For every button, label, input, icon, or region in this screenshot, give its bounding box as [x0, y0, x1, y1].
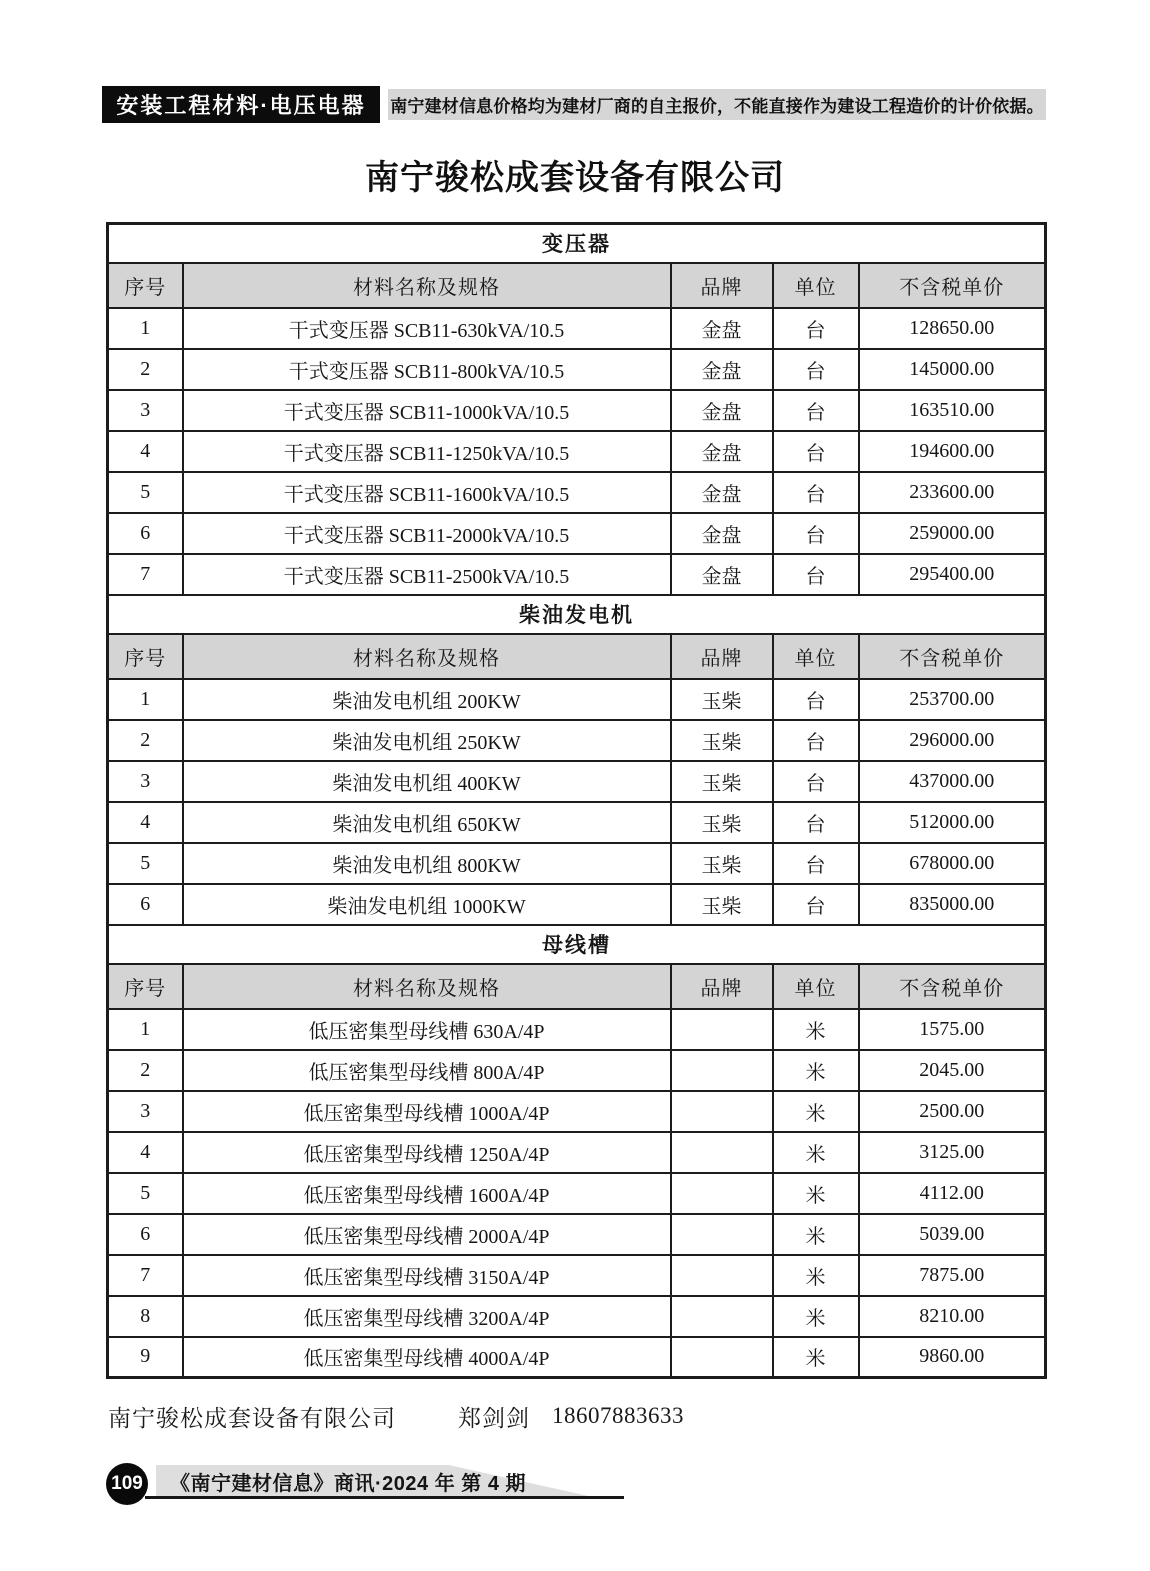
page-title: 南宁骏松成套设备有限公司	[365, 160, 785, 197]
category-badge-label: 安装工程材料·电压电器	[116, 93, 366, 118]
unit-cell: 米	[773, 1255, 859, 1296]
table-row	[108, 1296, 1046, 1337]
material-cell: 柴油发电机组 800KW	[183, 843, 671, 884]
price-cell: 4112.00	[859, 1173, 1046, 1214]
contact-phone: 18607883633	[552, 1403, 684, 1428]
section-title: 母线槽	[108, 925, 1046, 964]
unit-cell: 米	[773, 1214, 859, 1255]
unit-cell: 台	[773, 554, 859, 595]
column-header: 不含税单价	[859, 263, 1046, 308]
price-cell: 9860.00	[859, 1337, 1046, 1378]
serial-cell: 9	[108, 1337, 183, 1378]
material-cell: 低压密集型母线槽 4000A/4P	[183, 1337, 671, 1378]
unit-cell: 台	[773, 431, 859, 472]
unit-cell: 米	[773, 1296, 859, 1337]
unit-cell: 台	[773, 761, 859, 802]
column-header: 单位	[773, 964, 859, 1009]
column-header: 序号	[108, 964, 183, 1009]
material-cell: 柴油发电机组 200KW	[183, 679, 671, 720]
unit-cell: 台	[773, 513, 859, 554]
price-cell: 512000.00	[859, 802, 1046, 843]
table-row	[108, 720, 1046, 761]
price-cell: 2045.00	[859, 1050, 1046, 1091]
column-header-row	[108, 964, 1046, 1009]
column-header: 材料名称及规格	[183, 964, 671, 1009]
material-cell: 干式变压器 SCB11-1250kVA/10.5	[183, 431, 671, 472]
table-row	[108, 884, 1046, 925]
section-title: 柴油发电机	[108, 595, 1046, 634]
table-row	[108, 390, 1046, 431]
price-cell: 1575.00	[859, 1009, 1046, 1050]
price-cell: 295400.00	[859, 554, 1046, 595]
section-band-row	[108, 224, 1046, 263]
brand-cell	[671, 1173, 773, 1214]
serial-cell: 2	[108, 1050, 183, 1091]
unit-cell: 米	[773, 1091, 859, 1132]
contact-company: 南宁骏松成套设备有限公司	[108, 1405, 396, 1431]
brand-cell: 金盘	[671, 431, 773, 472]
table-row	[108, 308, 1046, 349]
table-row	[108, 843, 1046, 884]
price-cell: 253700.00	[859, 679, 1046, 720]
table-row	[108, 679, 1046, 720]
serial-cell: 8	[108, 1296, 183, 1337]
price-cell: 194600.00	[859, 431, 1046, 472]
serial-cell: 1	[108, 308, 183, 349]
serial-cell: 7	[108, 1255, 183, 1296]
serial-cell: 3	[108, 761, 183, 802]
price-cell: 128650.00	[859, 308, 1046, 349]
unit-cell: 台	[773, 308, 859, 349]
publication-info: 《南宁建材信息》商讯·2024 年 第 4 期	[170, 1472, 527, 1495]
column-header: 序号	[108, 634, 183, 679]
column-header: 品牌	[671, 964, 773, 1009]
serial-cell: 7	[108, 554, 183, 595]
table-row	[108, 1337, 1046, 1378]
material-cell: 干式变压器 SCB11-2500kVA/10.5	[183, 554, 671, 595]
brand-cell: 金盘	[671, 390, 773, 431]
unit-cell: 台	[773, 802, 859, 843]
column-header: 序号	[108, 263, 183, 308]
brand-cell: 玉柴	[671, 884, 773, 925]
brand-cell: 金盘	[671, 554, 773, 595]
serial-cell: 1	[108, 1009, 183, 1050]
serial-cell: 6	[108, 513, 183, 554]
table-row	[108, 1009, 1046, 1050]
column-header: 品牌	[671, 263, 773, 308]
material-cell: 低压密集型母线槽 1250A/4P	[183, 1132, 671, 1173]
section-title: 变压器	[108, 224, 1046, 263]
material-cell: 低压密集型母线槽 3150A/4P	[183, 1255, 671, 1296]
column-header-row	[108, 634, 1046, 679]
price-cell: 678000.00	[859, 843, 1046, 884]
unit-cell: 米	[773, 1009, 859, 1050]
unit-cell: 台	[773, 843, 859, 884]
unit-cell: 台	[773, 679, 859, 720]
page-number-badge	[106, 1463, 148, 1505]
serial-cell: 2	[108, 720, 183, 761]
table-row	[108, 1173, 1046, 1214]
section-band-row	[108, 595, 1046, 634]
category-badge	[102, 86, 380, 123]
unit-cell: 米	[773, 1337, 859, 1378]
table-row	[108, 761, 1046, 802]
unit-cell: 台	[773, 349, 859, 390]
section-band-row	[108, 925, 1046, 964]
price-cell: 145000.00	[859, 349, 1046, 390]
price-cell: 163510.00	[859, 390, 1046, 431]
price-cell: 835000.00	[859, 884, 1046, 925]
material-cell: 干式变压器 SCB11-2000kVA/10.5	[183, 513, 671, 554]
unit-cell: 米	[773, 1173, 859, 1214]
material-cell: 柴油发电机组 1000KW	[183, 884, 671, 925]
contact-line	[108, 1398, 1048, 1434]
price-cell: 3125.00	[859, 1132, 1046, 1173]
material-cell: 干式变压器 SCB11-1000kVA/10.5	[183, 390, 671, 431]
material-cell: 低压密集型母线槽 1600A/4P	[183, 1173, 671, 1214]
serial-cell: 6	[108, 884, 183, 925]
brand-cell: 金盘	[671, 308, 773, 349]
column-header: 不含税单价	[859, 964, 1046, 1009]
table-row	[108, 349, 1046, 390]
brand-cell: 玉柴	[671, 761, 773, 802]
column-header: 材料名称及规格	[183, 263, 671, 308]
serial-cell: 4	[108, 1132, 183, 1173]
serial-cell: 5	[108, 1173, 183, 1214]
unit-cell: 米	[773, 1050, 859, 1091]
table-row	[108, 472, 1046, 513]
price-cell: 5039.00	[859, 1214, 1046, 1255]
material-cell: 干式变压器 SCB11-1600kVA/10.5	[183, 472, 671, 513]
price-cell: 233600.00	[859, 472, 1046, 513]
material-cell: 低压密集型母线槽 3200A/4P	[183, 1296, 671, 1337]
serial-cell: 2	[108, 349, 183, 390]
serial-cell: 5	[108, 472, 183, 513]
column-header: 材料名称及规格	[183, 634, 671, 679]
table-row	[108, 1091, 1046, 1132]
brand-cell	[671, 1214, 773, 1255]
price-cell: 7875.00	[859, 1255, 1046, 1296]
brand-cell: 玉柴	[671, 720, 773, 761]
serial-cell: 3	[108, 1091, 183, 1132]
price-cell: 8210.00	[859, 1296, 1046, 1337]
price-cell: 437000.00	[859, 761, 1046, 802]
price-cell: 296000.00	[859, 720, 1046, 761]
brand-cell: 金盘	[671, 513, 773, 554]
unit-cell: 台	[773, 720, 859, 761]
brand-cell	[671, 1255, 773, 1296]
table-row	[108, 554, 1046, 595]
brand-cell	[671, 1050, 773, 1091]
brand-cell: 玉柴	[671, 679, 773, 720]
unit-cell: 台	[773, 390, 859, 431]
brand-cell	[671, 1132, 773, 1173]
table-row	[108, 1255, 1046, 1296]
column-header: 品牌	[671, 634, 773, 679]
material-cell: 低压密集型母线槽 800A/4P	[183, 1050, 671, 1091]
material-cell: 低压密集型母线槽 630A/4P	[183, 1009, 671, 1050]
serial-cell: 1	[108, 679, 183, 720]
serial-cell: 4	[108, 431, 183, 472]
price-table	[106, 222, 1047, 1379]
page-number: 109	[111, 1473, 143, 1494]
table-row	[108, 1050, 1046, 1091]
brand-cell	[671, 1296, 773, 1337]
footer-rule	[145, 1496, 624, 1499]
table-row	[108, 802, 1046, 843]
table-row	[108, 1132, 1046, 1173]
column-header: 单位	[773, 263, 859, 308]
brand-cell: 金盘	[671, 472, 773, 513]
disclaimer-bar	[388, 89, 1046, 120]
column-header: 单位	[773, 634, 859, 679]
serial-cell: 4	[108, 802, 183, 843]
unit-cell: 台	[773, 884, 859, 925]
brand-cell	[671, 1337, 773, 1378]
brand-cell: 金盘	[671, 349, 773, 390]
price-cell: 2500.00	[859, 1091, 1046, 1132]
material-cell: 柴油发电机组 250KW	[183, 720, 671, 761]
price-cell: 259000.00	[859, 513, 1046, 554]
contact-person: 郑剑剑	[458, 1405, 530, 1431]
column-header-row	[108, 263, 1046, 308]
serial-cell: 6	[108, 1214, 183, 1255]
serial-cell: 3	[108, 390, 183, 431]
brand-cell	[671, 1009, 773, 1050]
unit-cell: 米	[773, 1132, 859, 1173]
material-cell: 干式变压器 SCB11-630kVA/10.5	[183, 308, 671, 349]
material-cell: 干式变压器 SCB11-800kVA/10.5	[183, 349, 671, 390]
table-row	[108, 513, 1046, 554]
material-cell: 柴油发电机组 400KW	[183, 761, 671, 802]
disclaimer-text: 南宁建材信息价格均为建材厂商的自主报价，不能直接作为建设工程造价的计价依据。	[390, 97, 1044, 116]
table-row	[108, 1214, 1046, 1255]
brand-cell: 玉柴	[671, 802, 773, 843]
brand-cell	[671, 1091, 773, 1132]
serial-cell: 5	[108, 843, 183, 884]
unit-cell: 台	[773, 472, 859, 513]
price-table-body	[108, 224, 1046, 1378]
table-row	[108, 431, 1046, 472]
material-cell: 低压密集型母线槽 2000A/4P	[183, 1214, 671, 1255]
material-cell: 低压密集型母线槽 1000A/4P	[183, 1091, 671, 1132]
material-cell: 柴油发电机组 650KW	[183, 802, 671, 843]
brand-cell: 玉柴	[671, 843, 773, 884]
column-header: 不含税单价	[859, 634, 1046, 679]
